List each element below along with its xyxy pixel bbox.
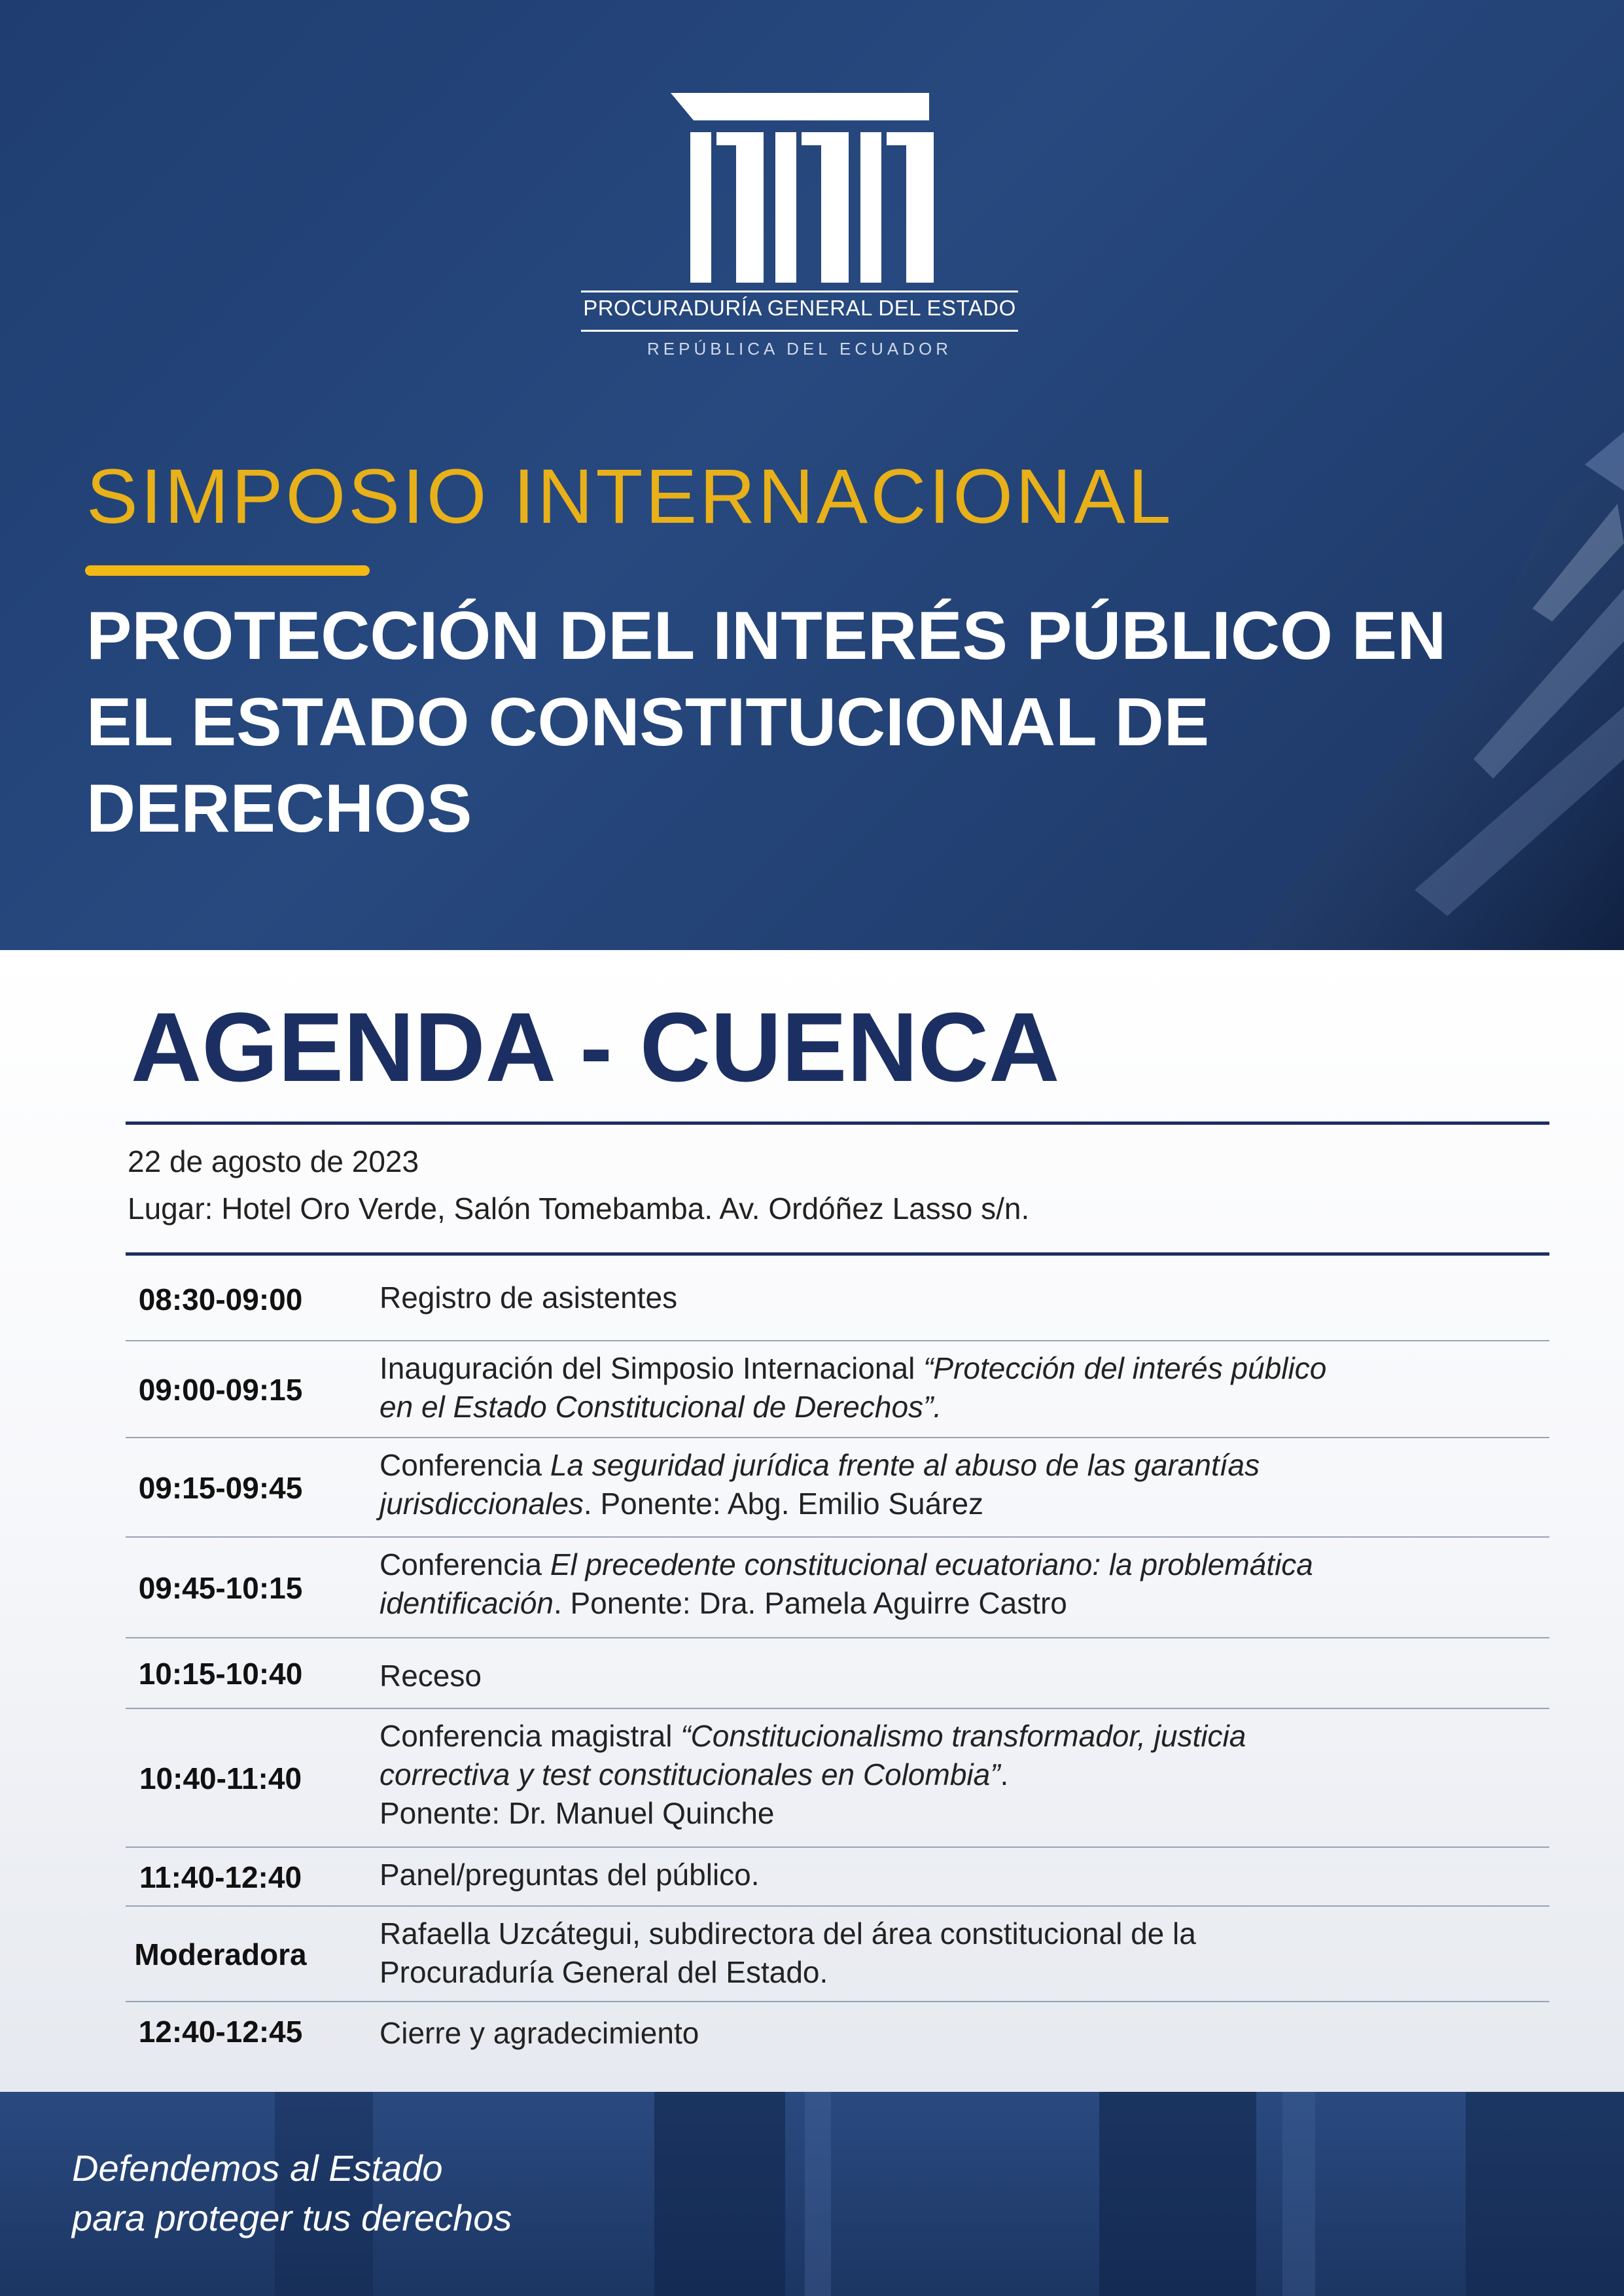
event-date: 22 de agosto de 2023 (128, 1144, 419, 1178)
agenda-description (380, 2014, 1549, 2053)
agenda-row (126, 1848, 1549, 1907)
agenda-row (126, 1438, 1549, 1538)
title-line: PROTECCIÓN DEL INTERÉS PÚBLICO EN (86, 598, 1447, 674)
agenda-row (126, 1907, 1549, 2002)
description-text: Conferencia (380, 1547, 550, 1581)
description-line (380, 1953, 1549, 1992)
description-line (380, 1349, 1549, 1388)
temple-columns-logo (576, 92, 1047, 288)
agenda-time: 09:00-09:15 (138, 1373, 303, 1407)
header-banner (0, 0, 1624, 950)
accent-bar (85, 565, 370, 576)
agenda-description (380, 1446, 1549, 1523)
agenda-row (126, 1709, 1549, 1848)
description-text: Procuraduría General del Estado. (380, 1955, 828, 1989)
description-text: Panel/preguntas del público. (380, 1858, 760, 1892)
agenda-time: 11:40-12:40 (139, 1860, 302, 1894)
italic-title-text: “Constitucionalismo transformador, justicia (680, 1719, 1246, 1753)
italic-title-text: El precedente constitucional ecuatoriano: la problemática (550, 1547, 1313, 1581)
slogan-line: para proteger tus derechos (72, 2197, 512, 2238)
agenda-description (380, 1545, 1549, 1623)
slogan-line: Defendemos al Estado (72, 2147, 443, 2189)
agenda-time: Moderadora (134, 1937, 307, 1971)
italic-title-text: en el Estado Constitucional de Derechos”. (380, 1390, 942, 1424)
agenda-rule-top (126, 1122, 1549, 1125)
agenda-time: 09:15-09:45 (138, 1471, 303, 1505)
description-text: Conferencia magistral (380, 1719, 681, 1753)
agenda-rule-bottom (126, 1252, 1549, 1256)
agenda-description (380, 1279, 1549, 1317)
agenda-time: 12:40-12:45 (138, 2015, 303, 2049)
description-line (380, 1915, 1549, 1953)
description-line (380, 1485, 1549, 1523)
agenda-description (380, 1717, 1549, 1833)
agenda-row (126, 1538, 1549, 1638)
italic-title-text: correctiva y test constitucionales en Colombia” (380, 1757, 1000, 1792)
description-text: . Ponente: Abg. Emilio Suárez (583, 1487, 984, 1521)
description-line (380, 1584, 1549, 1623)
description-text: . (1000, 1757, 1009, 1792)
description-text: Ponente: Dr. Manuel Quinche (380, 1796, 775, 1830)
event-kicker: SIMPOSIO INTERNACIONAL (86, 453, 1174, 540)
description-line (380, 1794, 1549, 1833)
description-text: . Ponente: Dra. Pamela Aguirre Castro (553, 1586, 1067, 1620)
agenda-title: AGENDA - CUENCA (131, 992, 1060, 1102)
description-line (380, 1657, 1549, 1695)
description-line (380, 1545, 1549, 1584)
description-text: Receso (380, 1659, 482, 1693)
title-line: DERECHOS (86, 771, 472, 847)
agenda-time: 08:30-09:00 (138, 1282, 303, 1316)
description-text: Registro de asistentes (380, 1280, 678, 1315)
agenda-time: 10:15-10:40 (138, 1657, 303, 1691)
agenda-time: 10:40-11:40 (139, 1761, 302, 1795)
description-text: Inauguración del Simposio Internacional (380, 1351, 924, 1385)
italic-title-text: identificación (380, 1586, 554, 1620)
agenda-time: 09:45-10:15 (138, 1571, 303, 1605)
org-name: PROCURADURÍA GENERAL DEL ESTADO (583, 296, 1016, 320)
description-line (380, 2014, 1549, 2053)
event-place: Lugar: Hotel Oro Verde, Salón Tomebamba. Av. Ordóñez Lasso s/n. (128, 1192, 1030, 1226)
description-text: Rafaella Uzcátegui, subdirectora del área constitucional de la (380, 1916, 1196, 1951)
italic-title-text: “Protección del interés público (923, 1351, 1327, 1385)
agenda-row (126, 1258, 1549, 1341)
italic-title-text: La seguridad jurídica frente al abuso de las garantías (550, 1448, 1260, 1482)
agenda-description (380, 1657, 1549, 1695)
description-line (380, 1717, 1549, 1756)
logo-rule-top (581, 291, 1018, 292)
agenda-description (380, 1856, 1549, 1894)
agenda-description (380, 1349, 1549, 1426)
agenda-row (126, 1341, 1549, 1438)
description-text: Cierre y agradecimiento (380, 2016, 699, 2050)
event-title (86, 593, 1591, 852)
description-line (380, 1446, 1549, 1485)
italic-title-text: jurisdiccionales (380, 1487, 584, 1521)
org-subtitle: REPÚBLICA DEL ECUADOR (646, 339, 953, 359)
description-line (380, 1388, 1549, 1426)
description-text: Conferencia (380, 1448, 550, 1482)
description-line (380, 1756, 1549, 1794)
title-line: EL ESTADO CONSTITUCIONAL DE (86, 684, 1210, 760)
agenda-row (126, 1638, 1549, 1709)
logo-rule-bottom (581, 330, 1018, 332)
footer-banner (0, 2092, 1624, 2296)
columns-photo-graphic (0, 2092, 1624, 2296)
description-line (380, 1856, 1549, 1894)
agenda-description (380, 1915, 1549, 1992)
agenda-row (126, 2002, 1549, 2061)
description-line (380, 1279, 1549, 1317)
